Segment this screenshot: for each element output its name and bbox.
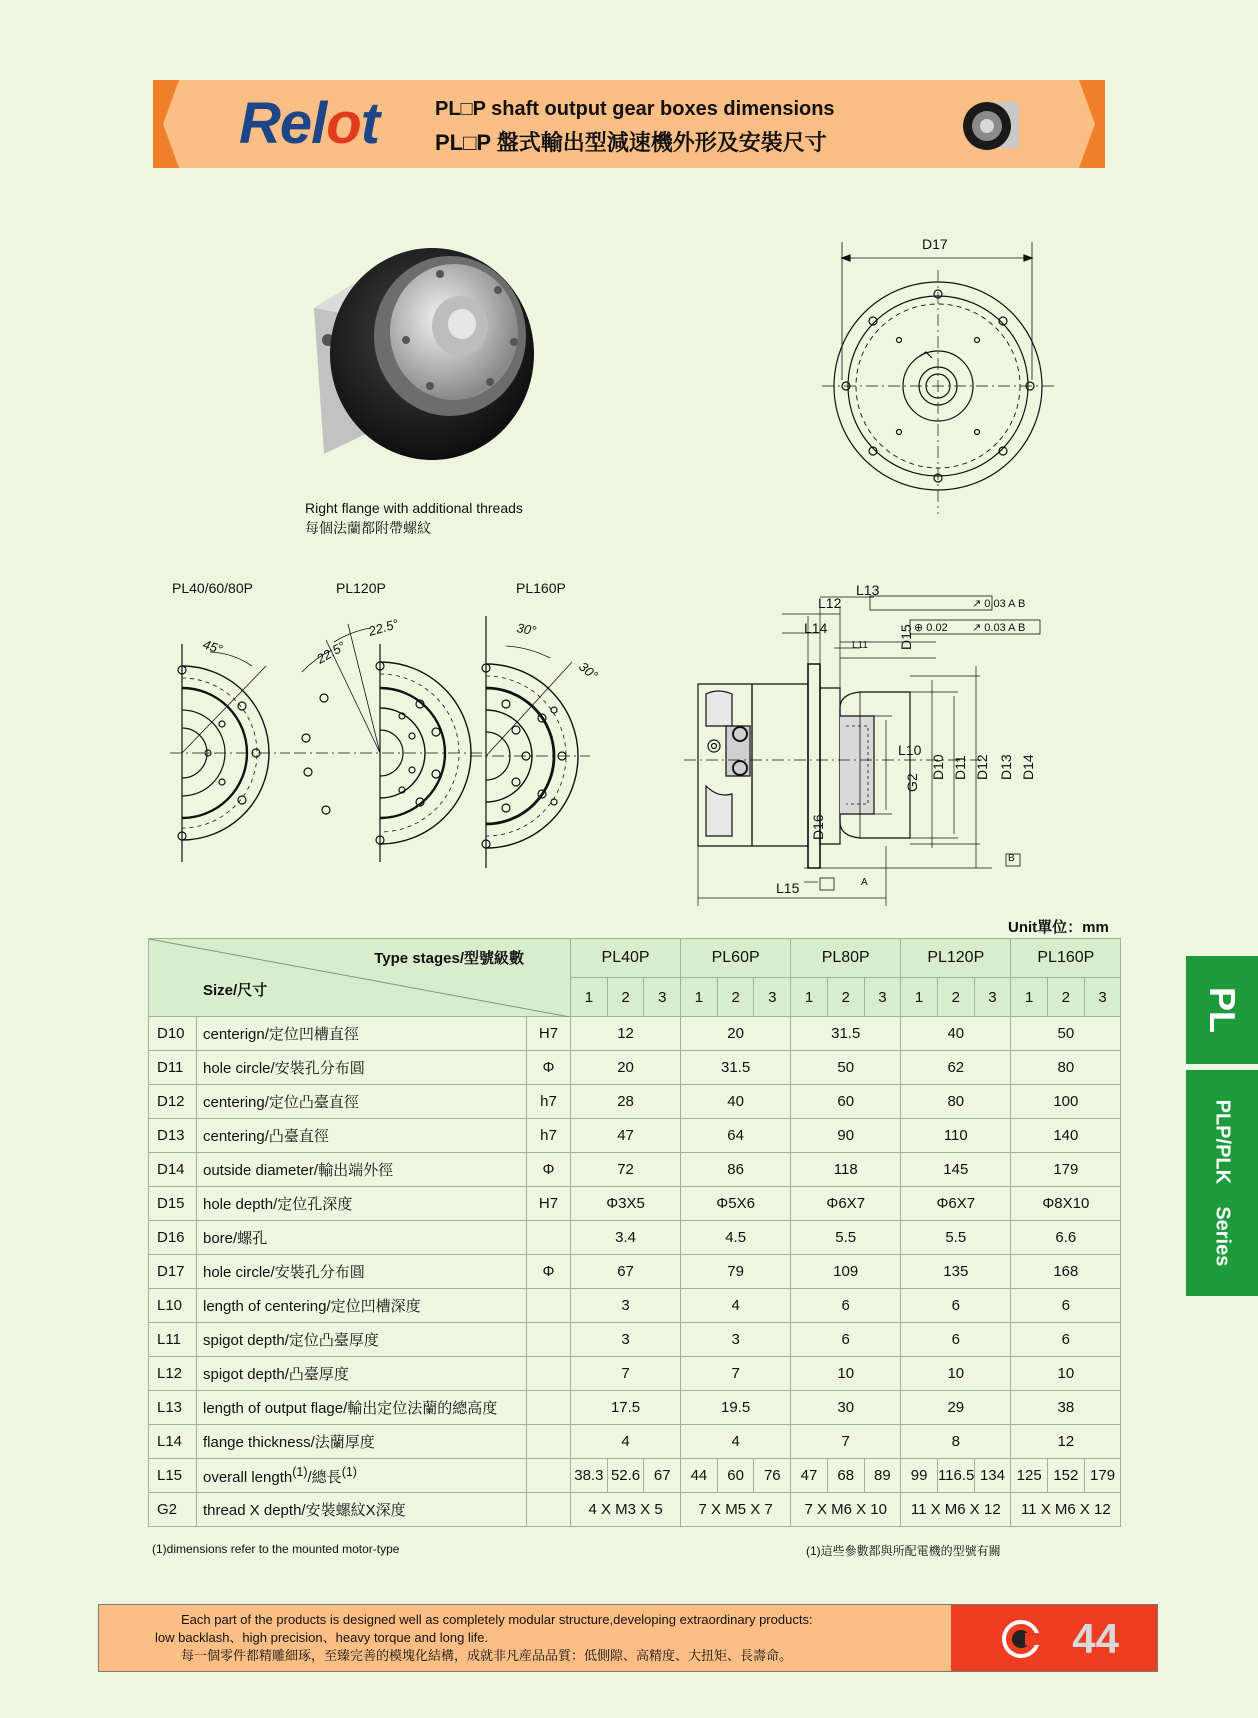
row-description: flange thickness/法蘭厚度	[197, 1425, 527, 1459]
page-title-en: PL□P shaft output gear boxes dimensions	[435, 98, 835, 120]
flange-view-label-pl120: PL120P	[336, 580, 386, 596]
dim-label: L10	[898, 742, 922, 758]
table-cell: 7	[681, 1357, 791, 1391]
table-cell: 134	[974, 1459, 1011, 1493]
angle-label: 22.5°	[314, 638, 348, 667]
table-cell: 145	[901, 1153, 1011, 1187]
dim-d17-label: D17	[922, 236, 948, 252]
stage-cell: 1	[901, 978, 938, 1017]
model-header: PL80P	[791, 939, 901, 978]
side-tab-series: PLP/PLK Series	[1186, 1070, 1258, 1296]
table-cell: 99	[901, 1459, 938, 1493]
table-cell: 38.3	[571, 1459, 608, 1493]
row-symbol: D15	[149, 1187, 197, 1221]
table-cell: 19.5	[681, 1391, 791, 1425]
stage-cell: 3	[974, 978, 1011, 1017]
dim-label: L11	[852, 640, 868, 651]
table-cell: Φ5X6	[681, 1187, 791, 1221]
table-cell: 90	[791, 1119, 901, 1153]
table-cell: 12	[1011, 1425, 1121, 1459]
size-header: Size/尺寸	[203, 982, 268, 999]
row-description: centering/凸臺直徑	[197, 1119, 527, 1153]
photo-caption: Right flange with additional threads 每個法蘭都附帶螺紋	[305, 500, 523, 536]
row-description: thread X depth/安裝螺紋X深度	[197, 1493, 527, 1527]
row-symbol: D13	[149, 1119, 197, 1153]
table-cell: 20	[681, 1017, 791, 1051]
row-description: outside diameter/輸出端外徑	[197, 1153, 527, 1187]
table-header-row	[149, 939, 1121, 978]
row-description: overall length$^{(1)}$/總長$^{(1)}$	[197, 1459, 527, 1493]
table-cell: 168	[1011, 1255, 1121, 1289]
tolerance-value: ↗ 0.03 A B	[972, 598, 1026, 610]
table-row	[149, 1357, 1121, 1391]
angle-label: 45°	[201, 636, 225, 657]
table-cell: 152	[1048, 1459, 1085, 1493]
table-cell: 5.5	[791, 1221, 901, 1255]
stage-cell: 3	[864, 978, 901, 1017]
table-cell: 47	[791, 1459, 828, 1493]
footer-text	[99, 1611, 949, 1665]
table-cell: 6.6	[1011, 1221, 1121, 1255]
model-header: PL40P	[571, 939, 681, 978]
table-cell: 118	[791, 1153, 901, 1187]
row-symbol: L14	[149, 1425, 197, 1459]
row-symbol: D16	[149, 1221, 197, 1255]
product-photo	[300, 222, 550, 482]
table-cell: 72	[571, 1153, 681, 1187]
table-cell: 10	[901, 1357, 1011, 1391]
row-description: spigot depth/凸臺厚度	[197, 1357, 527, 1391]
table-row	[149, 1221, 1121, 1255]
model-header: PL120P	[901, 939, 1011, 978]
angle-label: 30°	[515, 620, 538, 639]
dim-label: D16	[810, 814, 826, 840]
row-description: hole depth/定位孔深度	[197, 1187, 527, 1221]
table-cell: 125	[1011, 1459, 1048, 1493]
page-number-box	[951, 1605, 1157, 1671]
table-cell: 6	[791, 1323, 901, 1357]
stage-cell: 3	[754, 978, 791, 1017]
table-cell: 40	[901, 1017, 1011, 1051]
table-cell: 110	[901, 1119, 1011, 1153]
model-header: PL60P	[681, 939, 791, 978]
table-row	[149, 1017, 1121, 1051]
row-tolerance	[527, 1425, 571, 1459]
datum-label: B	[1008, 853, 1015, 864]
table-row	[149, 1289, 1121, 1323]
row-description: spigot depth/定位凸臺厚度	[197, 1323, 527, 1357]
model-header: PL160P	[1011, 939, 1121, 978]
table-cell: 38	[1011, 1391, 1121, 1425]
row-symbol: D17	[149, 1255, 197, 1289]
page-number: 44	[1072, 1615, 1119, 1662]
dim-label: D14	[1020, 754, 1036, 780]
tolerance-value: ⊕ 0.02	[914, 622, 948, 634]
table-cell: 40	[681, 1085, 791, 1119]
table-cell: 4 X M3 X 5	[571, 1493, 681, 1527]
table-cell: 135	[901, 1255, 1011, 1289]
table-cell: 6	[901, 1289, 1011, 1323]
table-row	[149, 1323, 1121, 1357]
table-cell: 30	[791, 1391, 901, 1425]
stage-cell: 2	[607, 978, 644, 1017]
tolerance-value: ↗ 0.03 A B	[972, 622, 1026, 634]
table-cell: 80	[1011, 1051, 1121, 1085]
table-cell: 12	[571, 1017, 681, 1051]
stage-cell: 2	[827, 978, 864, 1017]
row-tolerance: h7	[527, 1085, 571, 1119]
brand-logo: Relot	[239, 91, 380, 156]
row-symbol: L11	[149, 1323, 197, 1357]
stage-cell: 3	[1084, 978, 1121, 1017]
stage-cell: 2	[717, 978, 754, 1017]
table-row	[149, 1051, 1121, 1085]
table-cell: 4.5	[681, 1221, 791, 1255]
table-cell: 68	[827, 1459, 864, 1493]
dim-label: D12	[974, 754, 990, 780]
table-cell: 60	[791, 1085, 901, 1119]
row-description: centerign/定位凹槽直徑	[197, 1017, 527, 1051]
header-banner	[153, 80, 1105, 168]
datum-label: A	[861, 877, 868, 888]
flange-view-label-pl160: PL160P	[516, 580, 566, 596]
gearbox-thumbnail-icon	[961, 94, 1023, 154]
table-cell: 31.5	[681, 1051, 791, 1085]
footer-line: Each part of the products is designed well as completely modular structure,developing extraordinary products:	[181, 1612, 813, 1627]
row-tolerance	[527, 1493, 571, 1527]
table-row	[149, 1425, 1121, 1459]
table-cell: 4	[571, 1425, 681, 1459]
table-cell: 3	[571, 1323, 681, 1357]
angle-label: 30°	[576, 658, 601, 683]
table-cell: 109	[791, 1255, 901, 1289]
dim-label: G2	[904, 773, 920, 792]
row-description: length of centering/定位凹槽深度	[197, 1289, 527, 1323]
table-cell: 6	[1011, 1289, 1121, 1323]
row-symbol: D14	[149, 1153, 197, 1187]
table-cell: 116.5	[937, 1459, 974, 1493]
table-cell: 20	[571, 1051, 681, 1085]
dim-label: L15	[776, 880, 800, 896]
table-corner	[149, 939, 571, 1017]
table-cell: 11 X M6 X 12	[1011, 1493, 1121, 1527]
table-row	[149, 1459, 1121, 1493]
dim-label: L13	[856, 582, 880, 598]
stage-cell: 2	[937, 978, 974, 1017]
table-row	[149, 1119, 1121, 1153]
table-row	[149, 1391, 1121, 1425]
table-cell: 50	[791, 1051, 901, 1085]
row-tolerance	[527, 1323, 571, 1357]
table-cell: 11 X M6 X 12	[901, 1493, 1011, 1527]
row-tolerance	[527, 1357, 571, 1391]
brand-mark-icon	[1001, 1619, 1041, 1659]
table-cell: 17.5	[571, 1391, 681, 1425]
table-cell: 76	[754, 1459, 791, 1493]
table-row	[149, 1187, 1121, 1221]
table-cell: 79	[681, 1255, 791, 1289]
table-cell: 100	[1011, 1085, 1121, 1119]
row-symbol: L13	[149, 1391, 197, 1425]
table-cell: 67	[644, 1459, 681, 1493]
side-tab-pl: PL	[1186, 956, 1258, 1064]
type-stages-header: Type stages/型號級數	[374, 950, 525, 967]
table-cell: 6	[1011, 1323, 1121, 1357]
table-cell: 60	[717, 1459, 754, 1493]
row-tolerance: Φ	[527, 1255, 571, 1289]
footer	[98, 1604, 1158, 1672]
table-cell: 140	[1011, 1119, 1121, 1153]
stage-cell: 1	[681, 978, 718, 1017]
top-view-drawing	[808, 230, 1058, 520]
table-cell: 10	[791, 1357, 901, 1391]
table-cell: 6	[901, 1323, 1011, 1357]
row-tolerance: Φ	[527, 1051, 571, 1085]
row-tolerance	[527, 1391, 571, 1425]
table-row	[149, 1493, 1121, 1527]
table-cell: 67	[571, 1255, 681, 1289]
table-cell: 7 X M6 X 10	[791, 1493, 901, 1527]
stage-cell: 3	[644, 978, 681, 1017]
table-cell: 28	[571, 1085, 681, 1119]
dim-label: D10	[930, 754, 946, 780]
row-description: hole circle/安裝孔分布圓	[197, 1051, 527, 1085]
row-description: hole circle/安裝孔分布圓	[197, 1255, 527, 1289]
flange-views-drawing	[170, 606, 610, 876]
table-cell: Φ8X10	[1011, 1187, 1121, 1221]
row-tolerance	[527, 1459, 571, 1493]
table-cell: 31.5	[791, 1017, 901, 1051]
row-tolerance: H7	[527, 1017, 571, 1051]
row-description: length of output flage/輸出定位法蘭的總高度	[197, 1391, 527, 1425]
dimension-table	[148, 938, 1121, 1527]
table-cell: 3.4	[571, 1221, 681, 1255]
table-cell: 4	[681, 1289, 791, 1323]
table-cell: 5.5	[901, 1221, 1011, 1255]
table-cell: Φ6X7	[901, 1187, 1011, 1221]
row-symbol: D11	[149, 1051, 197, 1085]
row-symbol: L12	[149, 1357, 197, 1391]
row-symbol: D10	[149, 1017, 197, 1051]
table-cell: 29	[901, 1391, 1011, 1425]
table-cell: 62	[901, 1051, 1011, 1085]
flange-view-label-pl40: PL40/60/80P	[172, 580, 253, 596]
table-cell: 3	[571, 1289, 681, 1323]
table-cell: 6	[791, 1289, 901, 1323]
table-row	[149, 1255, 1121, 1289]
dim-label: D11	[952, 755, 968, 780]
row-symbol: L15	[149, 1459, 197, 1493]
row-tolerance: h7	[527, 1119, 571, 1153]
table-body	[149, 1017, 1121, 1527]
row-tolerance: Φ	[527, 1153, 571, 1187]
row-description: bore/螺孔	[197, 1221, 527, 1255]
stage-cell: 1	[571, 978, 608, 1017]
table-cell: 7	[791, 1425, 901, 1459]
table-cell: 47	[571, 1119, 681, 1153]
dim-label: L12	[818, 595, 842, 611]
row-tolerance	[527, 1289, 571, 1323]
footer-line: 每一個零件都精雕細琢，至臻完善的模塊化結構，成就非凡産品品質：低側隙、高精度、大扭矩、長壽命。	[181, 1648, 793, 1663]
page-title-zh: PL□P 盤式輸出型減速機外形及安裝尺寸	[435, 130, 827, 155]
footer-line: low backlash、high precision、heavy torque and long life.	[155, 1630, 489, 1645]
table-row	[149, 1153, 1121, 1187]
table-cell: 7 X M5 X 7	[681, 1493, 791, 1527]
row-symbol: G2	[149, 1493, 197, 1527]
table-cell: 4	[681, 1425, 791, 1459]
dim-label: L14	[804, 620, 828, 636]
table-cell: 44	[681, 1459, 718, 1493]
table-cell: 50	[1011, 1017, 1121, 1051]
stage-cell: 1	[1011, 978, 1048, 1017]
table-cell: Φ3X5	[571, 1187, 681, 1221]
table-cell: 52.6	[607, 1459, 644, 1493]
stage-cell: 1	[791, 978, 828, 1017]
row-symbol: L10	[149, 1289, 197, 1323]
dim-label: D13	[998, 754, 1014, 780]
row-tolerance: H7	[527, 1187, 571, 1221]
table-cell: 89	[864, 1459, 901, 1493]
table-cell: 80	[901, 1085, 1011, 1119]
row-symbol: D12	[149, 1085, 197, 1119]
unit-label: Unit單位：mm	[1008, 919, 1109, 936]
table-cell: 86	[681, 1153, 791, 1187]
table-cell: 64	[681, 1119, 791, 1153]
table-cell: 3	[681, 1323, 791, 1357]
table-cell: 10	[1011, 1357, 1121, 1391]
table-cell: Φ6X7	[791, 1187, 901, 1221]
table-cell: 179	[1011, 1153, 1121, 1187]
dim-label: D15	[898, 624, 914, 650]
angle-label: 22.5°	[366, 616, 401, 639]
table-cell: 179	[1084, 1459, 1121, 1493]
footnote-en: (1)dimensions refer to the mounted motor-type	[152, 1542, 400, 1556]
table-row	[149, 1085, 1121, 1119]
footnote-zh: (1)這些參數都與所配電機的型號有關	[806, 1544, 1001, 1558]
stage-cell: 2	[1048, 978, 1085, 1017]
row-description: centering/定位凸臺直徑	[197, 1085, 527, 1119]
table-cell: 7	[571, 1357, 681, 1391]
table-cell: 8	[901, 1425, 1011, 1459]
row-tolerance	[527, 1221, 571, 1255]
